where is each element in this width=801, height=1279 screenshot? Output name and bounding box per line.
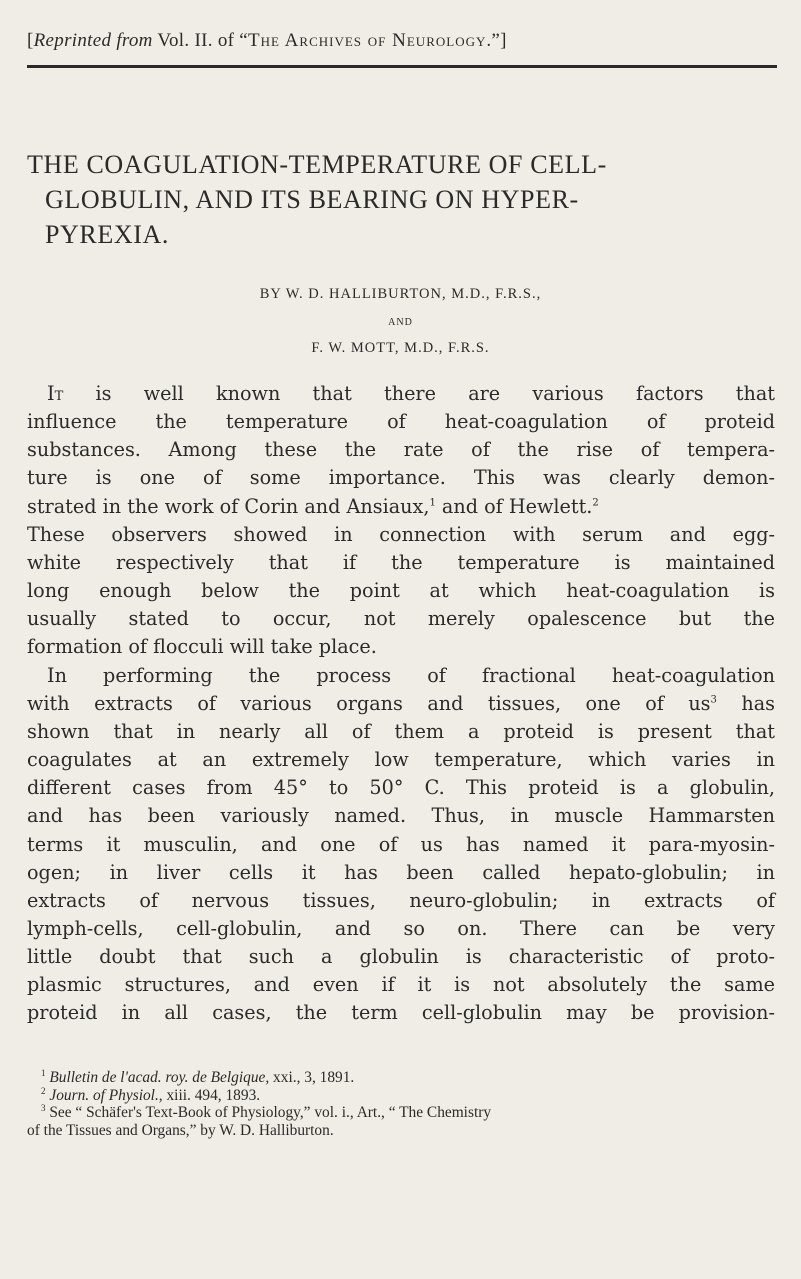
footnote-2 [27,1087,775,1105]
author-second: F. W. MOTT, M.D., F.R.S. [311,340,490,356]
header-open-bracket: [ [27,30,34,51]
title-line-1: THE COAGULATION-TEMPERATURE OF CELL- [27,150,607,179]
body-text: strated in the work of Corin and Ansiaux, [27,494,430,518]
body-line: substances. Among these the rate of the rise of tempera- [27,438,775,462]
body-line: different cases from 45° to 50° C. This proteid is a globulin, [27,776,775,800]
author-and: AND [388,317,413,328]
body-line: proteid in all cases, the term cell-globulin may be provision- [27,1001,775,1025]
body-line: ogen; in liver cells it has been called hepato-globulin; in [27,860,775,884]
footnote-detail: xxi., 3, 1891. [269,1069,355,1086]
footnote-detail: xiii. 494, 1893. [162,1086,261,1104]
body-line [27,380,775,408]
title-line-3: PYREXIA. [45,220,169,249]
footnote-ref-1: 1 [429,497,436,509]
author-byline: BY W. D. HALLIBURTON, M.D., F.R.S., [259,286,542,302]
drop-word: It [47,382,64,405]
footnote-mark: 2 [41,1085,46,1096]
body-line: These observers showed in connection with serum and egg- [27,522,775,546]
body-line: and has been variously named. Thus, in muscle Hammarsten [27,804,775,828]
header-reprinted: Reprinted from [33,30,153,51]
body-line: extracts of nervous tissues, neuro-globulin; in extracts of [27,888,775,912]
footnote-mark: 3 [41,1102,46,1113]
body-line: influence the temperature of heat-coagulation of proteid [27,410,775,434]
title-line-2: GLOBULIN, AND ITS BEARING ON HYPER- [45,185,579,214]
body-line [27,690,775,718]
body-line: In performing the process of fractional heat-coagulation [47,663,775,687]
footnote-ref-2: 2 [592,497,599,509]
footnote-3-continued: of the Tissues and Organs,” by W. D. Halliburton. [27,1121,334,1139]
body-line: white respectively that if the temperature is maintained [27,550,775,574]
body-line: terms it musculin, and one of us has named it para-myosin- [27,832,775,856]
footnotes [27,1069,775,1139]
footnote-source: Journ. of Physiol., [49,1086,163,1104]
footnote-source: Bulletin de l'acad. roy. de Belgique, [49,1069,270,1086]
body-text: is well known that there are various factors that [63,382,775,405]
footnote-detail: See “ Schäfer's Text-Book of Physiology,” vol. i., Art., “ The Chemistry [49,1104,492,1121]
body-line: little doubt that such a globulin is characteristic of proto- [27,945,775,969]
body-line: ture is one of some importance. This was clearly demon- [27,466,775,490]
footnote-ref-3: 3 [710,694,717,706]
body-line: coagulates at an extremely low temperature, which varies in [27,748,775,772]
body-line: usually stated to occur, not merely opalescence but the [27,607,775,631]
paragraph-2 [27,662,775,1028]
article-title [27,147,767,252]
body-text: with extracts of various organs and tissues, one of us [27,691,711,715]
footnote-3 [27,1104,775,1122]
body-text: and of Hewlett. [435,494,593,518]
header-volume: Vol. II. of “ [152,30,249,51]
paragraph-1 [27,380,775,662]
header-rule [27,65,777,68]
body-line: lymph-cells, cell-globulin, and so on. There can be very [27,916,775,940]
body-line: plasmic structures, and even if it is not absolutely the same [27,973,775,997]
body-text: has [716,691,775,715]
body-line [27,493,775,521]
body-line: shown that in nearly all of them a proteid is present that [27,719,775,743]
reprint-header [27,30,777,52]
header-journal: The Archives of Neurology [248,30,487,51]
header-close: .”] [486,30,507,51]
body-line: formation of flocculi will take place. [27,635,377,659]
footnote-1 [27,1069,775,1087]
body-line: long enough below the point at which heat-coagulation is [27,579,775,603]
footnote-mark: 1 [41,1067,46,1078]
article-body [27,380,775,1028]
